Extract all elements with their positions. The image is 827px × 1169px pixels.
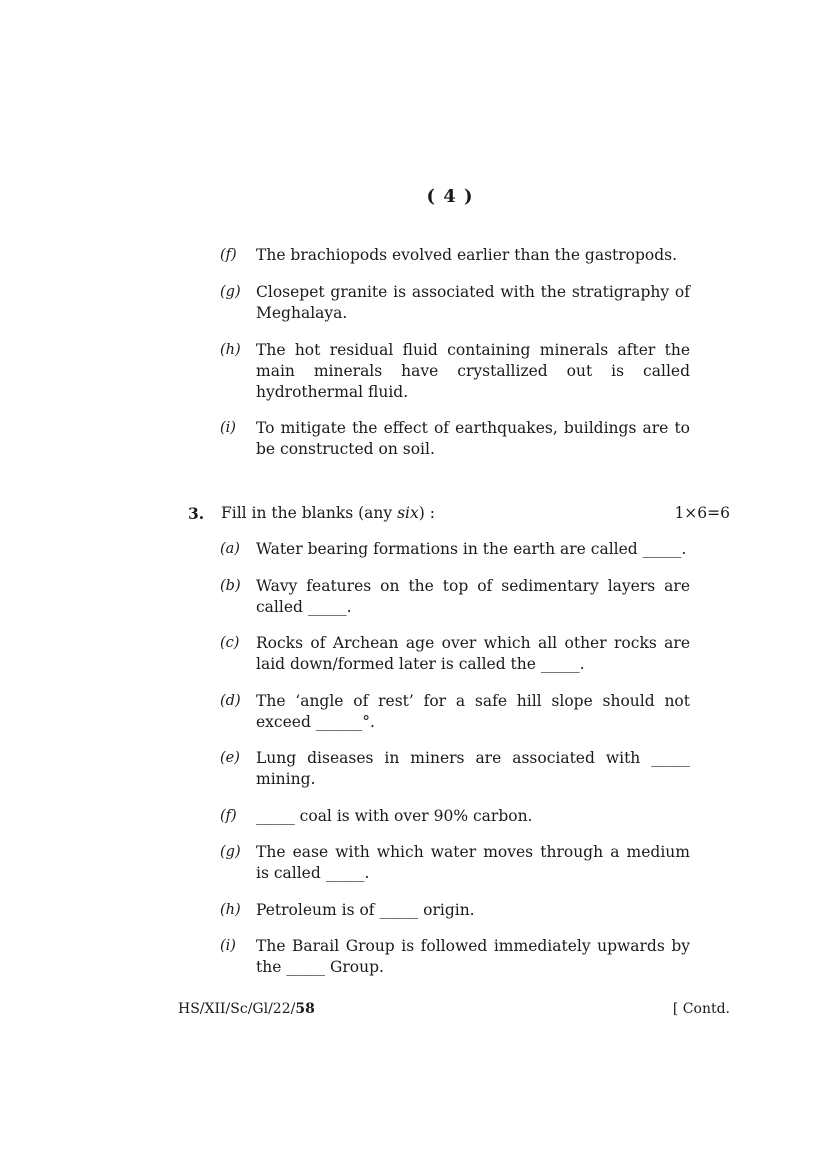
item-text: Wavy features on the top of sedimentary layers are called _____. [256, 577, 690, 616]
continued-marker: [ Contd. [672, 1001, 730, 1017]
item-text: Lung diseases in miners are associated with _____ mining. [256, 749, 690, 788]
list-item [220, 936, 690, 978]
list-item [220, 418, 690, 460]
list-item [220, 900, 690, 921]
item-label: (h) [220, 342, 241, 358]
paper-code-number: 58 [295, 1001, 315, 1017]
item-label: (d) [220, 693, 241, 709]
paper-code-prefix: HS/XII/Sc/Gl/22/ [178, 1001, 296, 1017]
instruction-emphasis: six [397, 504, 419, 522]
item-text: The ‘angle of rest’ for a safe hill slope should not exceed ______°. [256, 692, 690, 731]
question-instruction [221, 503, 435, 524]
page-number: ( 4 ) [426, 186, 474, 207]
item-label: (f) [220, 247, 237, 263]
list-item [220, 282, 690, 324]
item-text: To mitigate the effect of earthquakes, buildings are to be constructed on soil. [256, 419, 690, 458]
item-label: (f) [220, 808, 237, 824]
item-text: The hot residual fluid containing minerals after the main minerals have crystallized out is called hydrothermal fluid. [256, 341, 690, 401]
list-item [220, 245, 690, 266]
question-header [188, 503, 730, 525]
list-item [220, 748, 690, 790]
item-text: Closepet granite is associated with the stratigraphy of Meghalaya. [256, 283, 690, 322]
item-text: The Barail Group is followed immediately upwards by the _____ Group. [256, 937, 690, 976]
item-label: (i) [220, 938, 236, 954]
item-label: (e) [220, 750, 240, 766]
question-marks: 1×6=6 [674, 504, 730, 522]
item-text: Rocks of Archean age over which all other rocks are laid down/formed later is called the _____. [256, 634, 690, 673]
page-footer [178, 1000, 730, 1020]
item-text: The ease with which water moves through a medium is called _____. [256, 843, 690, 882]
item-text: Petroleum is of _____ origin. [256, 901, 475, 919]
list-item [220, 633, 690, 675]
list-item [220, 806, 690, 827]
item-label: (i) [220, 420, 236, 436]
instruction-after: ) : [418, 504, 435, 522]
item-label: (g) [220, 284, 241, 300]
item-text: The brachiopods evolved earlier than the gastropods. [256, 246, 678, 264]
item-label: (b) [220, 578, 241, 594]
list-item [220, 539, 690, 560]
item-label: (g) [220, 844, 241, 860]
item-label: (a) [220, 541, 240, 557]
item-text: Water bearing formations in the earth are called _____. [256, 540, 687, 558]
item-text: _____ coal is with over 90% carbon. [256, 807, 533, 825]
list-item [220, 340, 690, 403]
list-item [220, 576, 690, 618]
list-item [220, 842, 690, 884]
item-label: (h) [220, 902, 241, 918]
list-item [220, 691, 690, 733]
question-number: 3. [188, 504, 205, 523]
instruction-before: Fill in the blanks (any [221, 504, 398, 522]
paper-code [178, 1000, 315, 1018]
item-label: (c) [220, 635, 240, 651]
